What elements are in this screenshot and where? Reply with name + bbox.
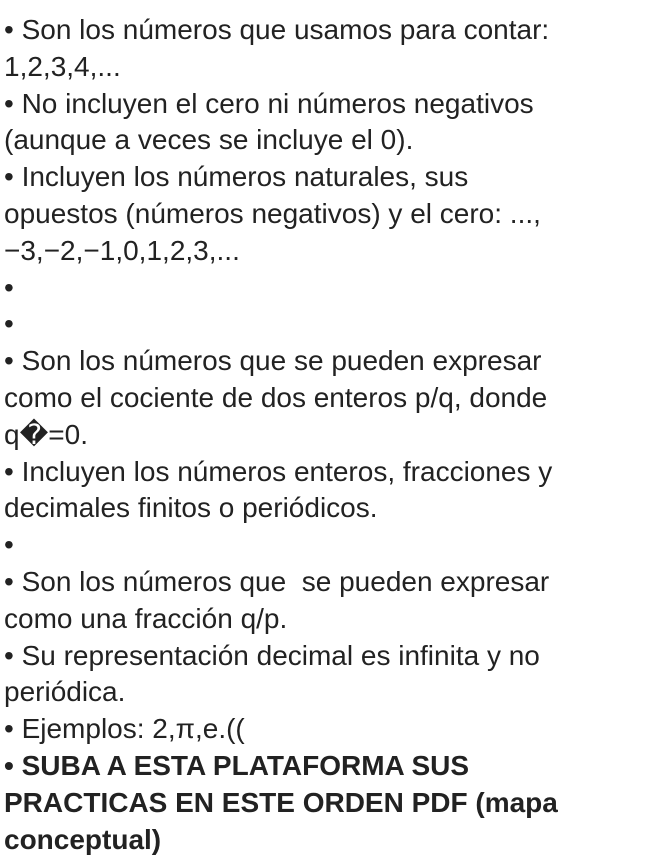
text-line: periódica.	[4, 676, 126, 708]
text-line: •	[4, 308, 14, 340]
text-line: opuestos (números negativos) y el cero: ...,	[4, 197, 541, 229]
text-line: • Su representación decimal es infinita y no	[4, 639, 540, 671]
text-line: • No incluyen el cero ni números negativos	[4, 87, 534, 119]
instruction-line: PRACTICAS EN ESTE ORDEN PDF (mapa	[4, 786, 558, 818]
text-line: • Son los números que se pueden expresar	[4, 345, 542, 377]
text-line: • Incluyen los números enteros, fracciones y	[4, 455, 553, 487]
text-line: • Son los números que usamos para contar:	[4, 14, 550, 45]
text-line: como una fracción q/p.	[4, 602, 288, 634]
instruction-line: conceptual)	[4, 823, 162, 855]
text-line: •	[4, 271, 14, 303]
text-line: 1,2,3,4,...	[4, 50, 121, 82]
text-line: como el cociente de dos enteros p/q, donde	[4, 381, 548, 413]
text-line: −3,−2,−1,0,1,2,3,...	[4, 234, 240, 266]
text-line: • Son los números que se pueden expresar	[4, 565, 550, 597]
text-line: • Incluyen los números naturales, sus	[4, 161, 469, 193]
instruction-line: • SUBA A ESTA PLATAFORMA SUS	[4, 749, 470, 781]
text-line: •	[4, 529, 14, 561]
text-line: q�=0.	[4, 418, 88, 450]
text-line: • Ejemplos: 2,π,e.((	[4, 713, 245, 745]
text-line: (aunque a veces se incluye el 0).	[4, 124, 414, 156]
text-line: decimales finitos o periódicos.	[4, 492, 378, 524]
